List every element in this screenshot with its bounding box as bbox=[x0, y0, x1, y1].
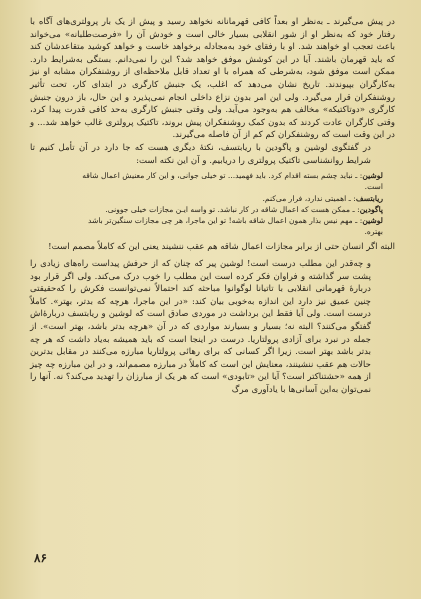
dialogue-line: لوشین: ـ نباید چشم بسته اقدام کرد. باید فهمید... تو خیلی جوانی، و این کار معنیش اعمال شاقه است. bbox=[82, 171, 383, 192]
dialogue-speaker: لوشین bbox=[362, 171, 383, 181]
dialogue-line: لوشین: ـ مهم نیس بذار همون اعمال شاقه باشه! تو این ماجرا، هر چی مجازات سنگین‌تر باشد بهتره. bbox=[87, 215, 383, 237]
dialogue-line: پاگودین: ـ ممکن هست که اعمال شاقه در کار نباشد. تو واسه ایـن مجازات خیلی جوونی. bbox=[105, 204, 383, 214]
dialogue-line: ریابتسف: ـ اهمیتی ندارد، فرار می‌کنم. bbox=[262, 193, 383, 203]
dialogue-speaker: لوشین bbox=[362, 215, 383, 225]
paragraph-bottom-1: البته اگر انسان حتی از برابر مجازات اعمال شاقه هم عقب ننشیند یعنی این که کاملاً مصمم است! bbox=[48, 242, 395, 253]
dialogue-text: ـ اهمیتی ندارد، فرار می‌کنم. bbox=[262, 193, 351, 203]
dialogue-text: ـ ممکن هست که اعمال شاقه در کار نباشد. تو واسه ایـن مجازات خیلی جوونی. bbox=[105, 204, 355, 214]
dialogue-block bbox=[74, 170, 383, 237]
paragraph-top-2: در گفتگوی لوشین و پاگودین با ریابتسف، نکتهٔ دیگری هست که جا دارد در آن تأمل کنیم تا شرایط روانشناسی تاکتیک پرولتری را دریابیم. و آن این نکته است: bbox=[30, 142, 371, 166]
page-number: ۸۶ bbox=[34, 551, 47, 565]
dialogue-text: ـ مهم نیس بذار همون اعمال شاقه باشه! تو این ماجرا، هر چی مجازات سنگین‌تر باشد بهتره. bbox=[87, 215, 383, 237]
dialogue-speaker: ریابتسف bbox=[355, 193, 383, 203]
paragraph-top-1: در پیش می‌گیرند ـ به‌نظر او بعداً کافی قهرمانانه نخواهد رسید و پیش از یک بار پرولتری‌های آگاه با رفتار خود که به‌نظر او از شور انقلابی بسیار خالی است و خودش آن را «فرصت‌طلبانه» می‌خواند باعث تعجب او خواهند شد. او با رفقای خود به‌مجادله برخواهد خاست و خواهد کوشید متقاعدشان کند که باید قهرمان باشند. آیا در این کوشش موفق خواهد شد؟ این را نمی‌دانم. بستگی به‌شرایط دارد. ممکن است موفق شود، به‌شرطی که همراه با او تعداد قابل ملاحظه‌ای از روشنفکران مشابه او نیز به‌کارگران بپیوندند. تاریخ نشان می‌دهد که اغلب، یک جنبش کارگری در ابتدای کار، تحت تأثیر روشنفکران قرار می‌گیرد. ولی این امر بدون نزاع داخلی انجام نمی‌پذیرد و این حال، باز درون جنبش کارگری «دوتاکتیکه» مخالف هم به‌وجود می‌آید. ولی وقتی جنبش کارگری به‌حد کافی قدرت پیدا کرد، وقتی کارگران عادت کردند که بدون کمک روشنفکران پیش بروند، تاکتیک پرولتری غالب خواهد شد... و در این وقت است که روشنفکران کم کم از آن فاصله می‌گیرند. bbox=[30, 17, 395, 141]
dialogue-text: ـ نباید چشم بسته اقدام کرد. باید فهمید... تو خیلی جوانی، و این کار معنیش اعمال شاقه است. bbox=[82, 171, 383, 192]
paragraph-bottom-2: و چه‌قدر این مطلب درست است! لوشین پیر که چنان که از حرفش پیداست راه‌های زیادی را پشت سر گذاشته و فراوان فکر کرده است این مطلب را خوب درک می‌کند. ولی اگر قرار بود دربارهٔ قهرمانی انقلابی با تاتیانا لوگوانوا مباحثه کند احتمالاً نمی‌توانست فکرش را که‌حقیقتی چنین عمیق نیز دارد این اندازه به‌خوبی بیان کند: «در این ماجرا، هرچه که بدتر، بهتر». کاملاً درست است. ولی آیا فقط این برداشت در موردی صادق است که لوشین و ریابتسف دربارهٔ‌اش گفتگو می‌کنند؟ البته نه؛ بسیار و بسیارند مواردی که در آن «هرچه بدتر باشد، بهتر است». از جمله در نبرد برای آزادی پرولتاریا. درست در اینجا است که باید همیشه به‌یاد داشت که هر چه بدتر باشد بهتر است. زیرا اگر کسانی که برای رهائی پرولتاریا مبارزه می‌کنند در مقابل بدترین حالات هم عقب ننشینند، معنایش این است که کاملاً در مبارزه مصمم‌اند، و در این مبارزه چه چیز از همه «حشتناکتر است؟ آیا این «تابودی» است که هر یک از مبارزان را تهدید می‌کند؟ نه. آنها را نمی‌توان به‌این آسانی‌ها با یادآوری مرگ bbox=[30, 258, 371, 395]
dialogue-speaker: پاگودین bbox=[359, 204, 383, 214]
